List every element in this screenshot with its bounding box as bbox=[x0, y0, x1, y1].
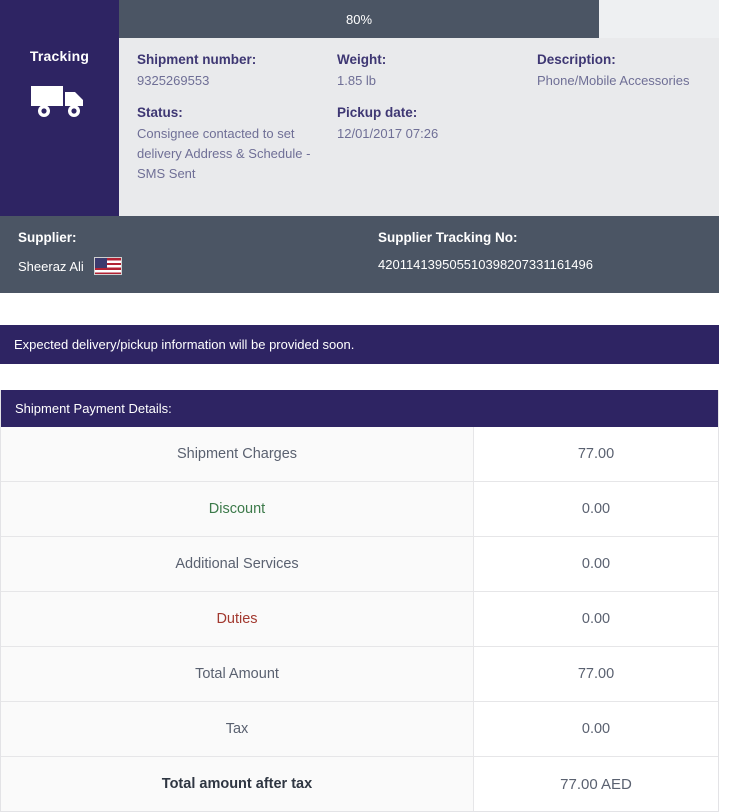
expected-delivery-notice: Expected delivery/pickup information will be provided soon. bbox=[0, 325, 719, 364]
us-flag-icon bbox=[94, 257, 122, 275]
status-block bbox=[137, 105, 337, 184]
pickup-date-value: 12/01/2017 07:26 bbox=[337, 126, 439, 141]
status-label: Status: bbox=[137, 105, 183, 120]
tracking-panel bbox=[0, 0, 119, 216]
table-row bbox=[1, 592, 718, 647]
weight-block bbox=[337, 52, 537, 91]
payment-row-label: Duties bbox=[1, 592, 474, 647]
payment-row-label: Tax bbox=[1, 702, 474, 757]
shipment-number-value: 9325269553 bbox=[137, 73, 210, 88]
table-row bbox=[1, 702, 718, 757]
pickup-date-block bbox=[337, 105, 537, 144]
shipment-number-block bbox=[137, 52, 337, 91]
table-row bbox=[1, 647, 718, 702]
truck-icon bbox=[29, 80, 91, 120]
weight-value: 1.85 lb bbox=[337, 73, 377, 88]
payment-details-section bbox=[0, 390, 719, 812]
shipment-number-label: Shipment number: bbox=[137, 52, 257, 67]
tracking-details bbox=[119, 0, 719, 216]
status-value: Consignee contacted to set delivery Address & Schedule -SMS Sent bbox=[137, 126, 311, 181]
payment-row-value: 0.00 bbox=[474, 592, 719, 647]
pickup-date-label: Pickup date: bbox=[337, 105, 418, 120]
supplier-value-row bbox=[18, 257, 378, 275]
payment-row-label: Additional Services bbox=[1, 537, 474, 592]
payment-row-value: 0.00 bbox=[474, 537, 719, 592]
payment-row-label: Discount bbox=[1, 482, 474, 537]
tracking-panel-label: Tracking bbox=[29, 48, 90, 64]
payment-row-value: 0.00 bbox=[474, 482, 719, 537]
tracking-card bbox=[0, 0, 719, 216]
supplier-bar bbox=[0, 216, 719, 293]
description-value: Phone/Mobile Accessories bbox=[537, 73, 690, 88]
supplier-label: Supplier: bbox=[18, 230, 77, 245]
table-row bbox=[1, 537, 718, 592]
payment-row-value: 0.00 bbox=[474, 702, 719, 757]
table-row bbox=[1, 427, 718, 482]
payment-details-header: Shipment Payment Details: bbox=[1, 390, 718, 427]
shipment-detail-grid bbox=[119, 38, 719, 216]
progress-bar-fill: 80% bbox=[119, 0, 599, 38]
supplier-tracking-block bbox=[378, 230, 593, 275]
payment-row-label: Shipment Charges bbox=[1, 427, 474, 482]
payment-details-table bbox=[1, 427, 718, 811]
description-label: Description: bbox=[537, 52, 616, 67]
table-row bbox=[1, 482, 718, 537]
payment-row-value: 77.00 AED bbox=[474, 757, 719, 812]
weight-label: Weight: bbox=[337, 52, 387, 67]
payment-row-value: 77.00 bbox=[474, 427, 719, 482]
payment-row-label: Total Amount bbox=[1, 647, 474, 702]
payment-row-value: 77.00 bbox=[474, 647, 719, 702]
supplier-tracking-label: Supplier Tracking No: bbox=[378, 230, 518, 245]
supplier-block bbox=[18, 230, 378, 275]
description-block bbox=[537, 52, 701, 91]
supplier-name: Sheeraz Ali bbox=[18, 258, 84, 274]
table-row bbox=[1, 757, 718, 812]
supplier-tracking-value: 420114139505510398207331161496 bbox=[378, 257, 593, 272]
payment-row-label: Total amount after tax bbox=[1, 757, 474, 812]
progress-bar bbox=[119, 0, 719, 38]
